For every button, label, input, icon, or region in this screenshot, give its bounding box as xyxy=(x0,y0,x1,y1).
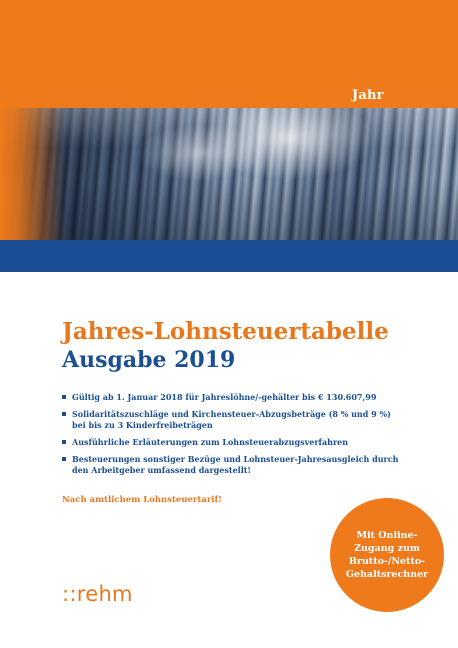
feature-item xyxy=(62,454,402,476)
feature-item xyxy=(62,437,402,448)
feature-item xyxy=(62,409,402,431)
title-block xyxy=(62,318,452,374)
year-tag: Jahr xyxy=(352,88,384,103)
bullet-icon xyxy=(62,412,66,416)
online-access-badge xyxy=(330,498,444,612)
cover-photo xyxy=(0,108,458,240)
bullet-icon xyxy=(62,395,66,399)
feature-text: Besteuerungen sonstiger Bezüge und Lohnsteuer-Jahresausgleich durch den Arbeitgeber umfassend dargestellt! xyxy=(72,454,399,475)
bullet-icon xyxy=(62,440,66,444)
badge-text: Mit Online-Zugang zum Brutto-/Netto-Gehaltsrechner xyxy=(345,530,429,580)
feature-text: Solidaritätszuschläge und Kirchensteuer-Abzugsbeträge (8 % und 9 %) bei bis zu 3 Kinderfreibeträgen xyxy=(72,409,391,430)
book-edition: Ausgabe 2019 xyxy=(62,347,236,373)
blue-stripe xyxy=(0,240,458,272)
feature-item xyxy=(62,392,402,403)
feature-text: Ausführliche Erläuterungen zum Lohnsteuerabzugsverfahren xyxy=(72,437,349,447)
bullet-icon xyxy=(62,457,66,461)
tarif-note: Nach amtlichem Lohnsteuertarif! xyxy=(62,495,222,505)
book-title: Jahres-Lohnsteuertabelle xyxy=(62,318,389,345)
publisher-logo: ::rehm xyxy=(62,582,133,606)
feature-list xyxy=(62,392,402,482)
feature-text: Gültig ab 1. Januar 2018 für Jahreslöhne/-gehälter bis € 130.607,99 xyxy=(72,392,377,402)
